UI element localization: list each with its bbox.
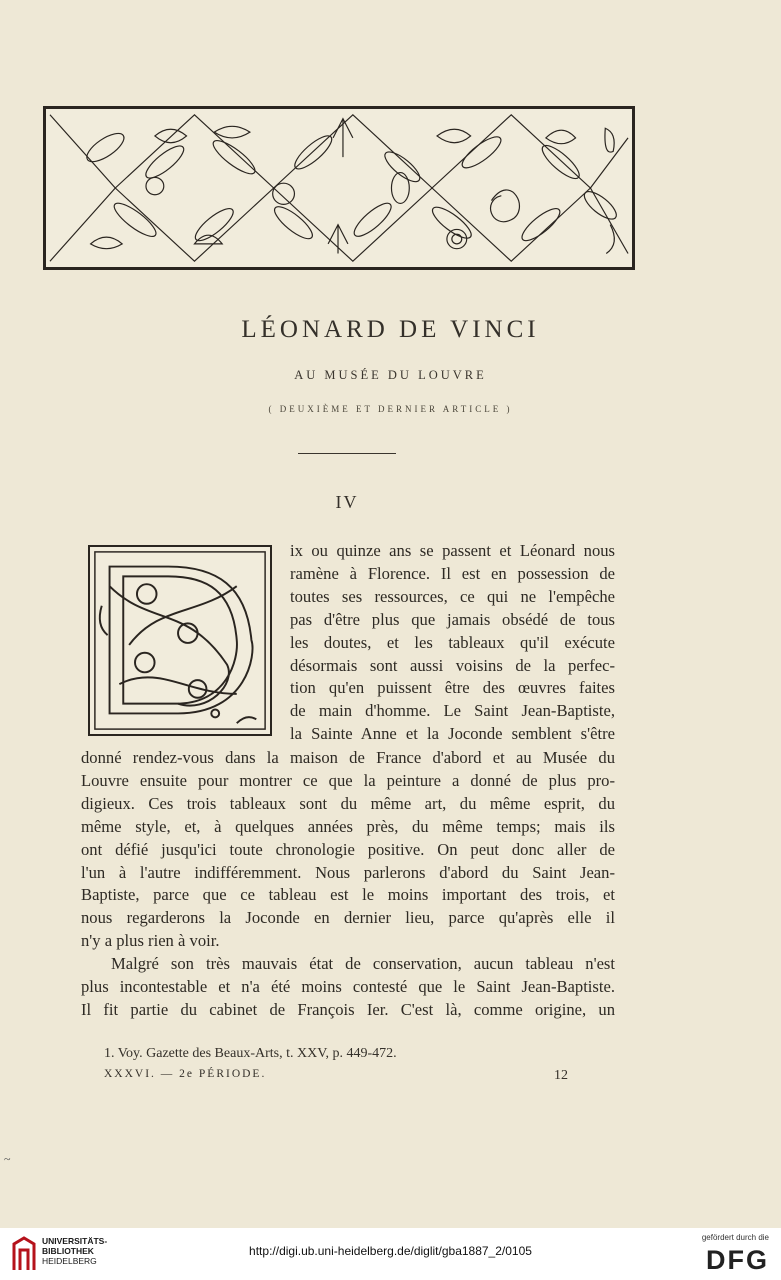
text-line: toutes ses ressources, ce qui ne l'empêche — [290, 586, 615, 606]
text-line: ix ou quinze ans se passent et Léonard nous — [290, 541, 615, 560]
text-line: pas d'être plus que jamais obsédé de tous — [290, 609, 615, 629]
funding-caption: gefördert durch die — [701, 1233, 769, 1242]
page-footer — [104, 1068, 568, 1083]
article-title: LÉONARD DE VINCI — [241, 316, 540, 343]
text-line: les doutes, et les tableaux qu'il exécute — [290, 632, 615, 652]
text-line: nous regarderons la Joconde en dernier lieu, parce qu'après elle il — [81, 908, 615, 928]
dfg-logo[interactable]: DFG — [706, 1245, 769, 1275]
text-line: désormais sont aussi voisins de la perfec- — [290, 655, 615, 675]
text-line: Baptiste, parce que ce tableau est le moins important des trois, et — [81, 885, 615, 905]
intro-paragraph-start — [290, 540, 615, 746]
ornamental-banner-icon — [43, 106, 635, 270]
drop-cap-d-icon — [88, 545, 272, 736]
text-line: la Sainte Anne et la Joconde semblent s'être — [290, 724, 615, 744]
article-note: ( DEUXIÈME ET DERNIER ARTICLE ) — [268, 404, 513, 414]
section-number: IV — [335, 492, 359, 512]
page-number: 12 — [554, 1068, 568, 1083]
library-line: UNIVERSITÄTS- — [42, 1236, 108, 1246]
text-line: Malgré son très mauvais état de conservation, aucun tableau n'est — [111, 954, 615, 974]
text-line: de main d'homme. Le Saint Jean-Baptiste, — [290, 701, 615, 721]
footnote: 1. Voy. Gazette des Beaux-Arts, t. XXV, p. 449-472. — [104, 1046, 397, 1061]
text-line: digieux. Ces trois tableaux sont du même art, du même esprit, du — [81, 793, 615, 813]
text-line: ramène à Florence. Il est en possession de — [290, 563, 615, 583]
text-line: plus incontestable et n'a été moins contesté que le Saint Jean-Baptiste. — [81, 977, 615, 997]
text-line: tion qu'en puissent être des œuvres faites — [290, 678, 615, 698]
text-line: l'un à l'autre indifféremment. Nous parlerons d'abord du Saint Jean- — [81, 862, 615, 882]
text-line: donné rendez-vous dans la maison de France d'abord et au Musée du — [81, 748, 615, 767]
ornamental-letter-d-icon — [90, 547, 270, 734]
body-text — [81, 747, 615, 1022]
text-line: ont défié jusqu'ici toute chronologie positive. On peut donc aller de — [81, 839, 615, 859]
volume-label: XXXVI. — 2e PÉRIODE. — [104, 1068, 267, 1080]
fish-and-shells-ornament — [46, 109, 632, 267]
page-url[interactable]: http://digi.ub.uni-heidelberg.de/diglit/gba1887_2/0105 — [249, 1244, 532, 1258]
text-line: Il fit partie du cabinet de François Ier. C'est là, comme origine, un — [81, 999, 615, 1019]
title-divider — [298, 453, 396, 454]
text-line: même style, et, à quelques années près, du même temps; mais ils — [81, 816, 615, 836]
library-line: HEIDELBERG — [42, 1256, 97, 1266]
library-line: BIBLIOTHEK — [42, 1246, 94, 1256]
text-line: n'y a plus rien à voir. — [81, 931, 220, 951]
article-subtitle: AU MUSÉE DU LOUVRE — [294, 368, 487, 382]
viewer-bar — [0, 1228, 781, 1280]
text-line: Louvre ensuite pour montrer ce que la peinture a donné de plus pro- — [81, 770, 615, 790]
margin-mark: ~ — [4, 1152, 11, 1166]
